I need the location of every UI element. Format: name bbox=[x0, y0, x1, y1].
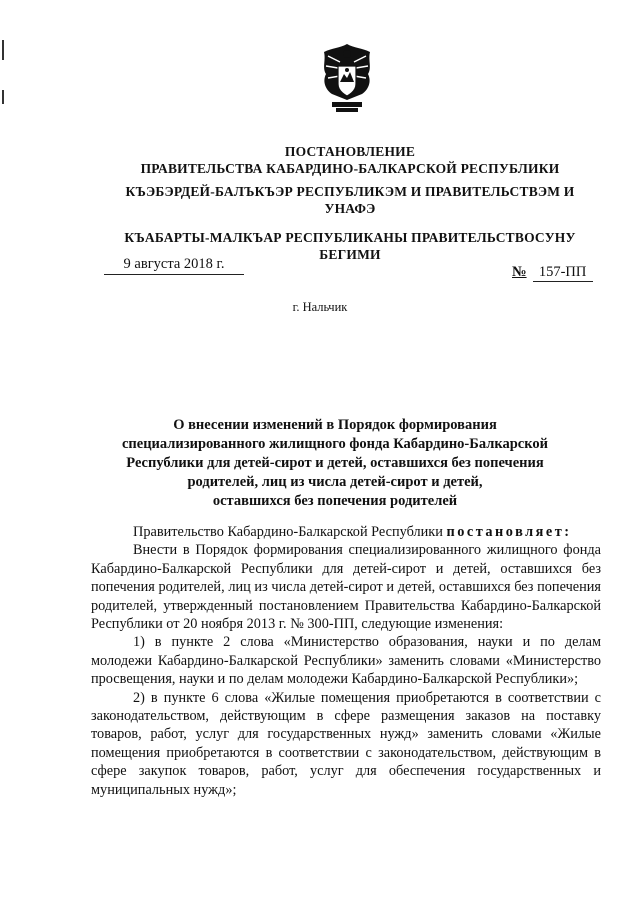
document-title bbox=[110, 416, 560, 511]
intro-paragraph: Внести в Порядок формирования специализированного жилищного фонда Кабардино-Балкарской Республики для детей-сирот и детей, оставшихся без попечения родителей, лиц из числа детей-сирот и детей, оставшихся без попечения родителей, утвержденный постановлением Правительства Кабардино-Балкарской Республики от 20 ноября 2013 г. № 300-ПП, следующие изменения: bbox=[91, 542, 601, 633]
city: г. Нальчик bbox=[292, 300, 348, 314]
preamble-text: Правительство Кабардино-Балкарской Республики bbox=[133, 524, 447, 540]
item-1-paragraph: 1) в пункте 2 слова «Министерство образования, науки и по делам молодежи Кабардино-Балкарской Республики» заменить словами «Министерство просвещения, науки и по делам молодежи Кабардино-Балкарской Республики»; bbox=[91, 634, 601, 688]
document-date: 9 августа 2018 г. bbox=[104, 256, 244, 275]
number-value: 157-ПП bbox=[533, 264, 593, 282]
scan-mark bbox=[2, 90, 4, 104]
number-sign: № bbox=[512, 264, 527, 280]
header-title-kbd-line2: УНАФЭ bbox=[324, 201, 376, 216]
header-title-kbd bbox=[100, 183, 600, 217]
document-title-line: оставшихся без попечения родителей bbox=[212, 493, 458, 509]
document-title-line: Республики для детей-сирот и детей, оставшихся без попечения bbox=[126, 455, 544, 471]
document-number bbox=[512, 264, 593, 282]
preamble-decree-word: постановляет: bbox=[446, 524, 572, 540]
item-2-paragraph: 2) в пункте 6 слова «Жилые помещения приобретаются в соответствии с законодательством, действующим в сфере размещения заказов на поставку товаров, работ, услуг для государственных нужд» заменить словами «Жилые помещения приобретаются в соответствии с законодательством, действующим в сфере закупок товаров, работ, услуг для обеспечения государственных и муниципальных нужд»; bbox=[91, 689, 601, 798]
header-title-ru-line2: ПРАВИТЕЛЬСТВА КАБАРДИНО-БАЛКАРСКОЙ РЕСПУБЛИКИ bbox=[140, 161, 560, 176]
header-title-krc-line1: КЪАБАРТЫ-МАЛКЪАР РЕСПУБЛИКАНЫ ПРАВИТЕЛЬСТВОСУНУ bbox=[124, 230, 576, 245]
header-title-kbd-line1: КЪЭБЭРДЕЙ-БАЛЪКЪЭР РЕСПУБЛИКЭМ И ПРАВИТЕЛЬСТВЭМ И bbox=[125, 184, 575, 199]
document-title-line: О внесении изменений в Порядок формирования bbox=[173, 417, 497, 433]
document-body bbox=[91, 523, 601, 799]
kbr-coat-of-arms-icon bbox=[318, 38, 376, 116]
document-title-line: родителей, лиц из числа детей-сирот и детей, bbox=[187, 474, 483, 490]
header-title-krc-line2: БЕГИМИ bbox=[319, 247, 381, 262]
document-title-line: специализированного жилищного фонда Кабардино-Балкарской bbox=[121, 436, 549, 452]
scan-mark bbox=[2, 40, 4, 60]
preamble-paragraph bbox=[91, 523, 601, 541]
header-title-ru bbox=[100, 143, 600, 177]
header-title-ru-line1: ПОСТАНОВЛЕНИЕ bbox=[284, 144, 416, 159]
